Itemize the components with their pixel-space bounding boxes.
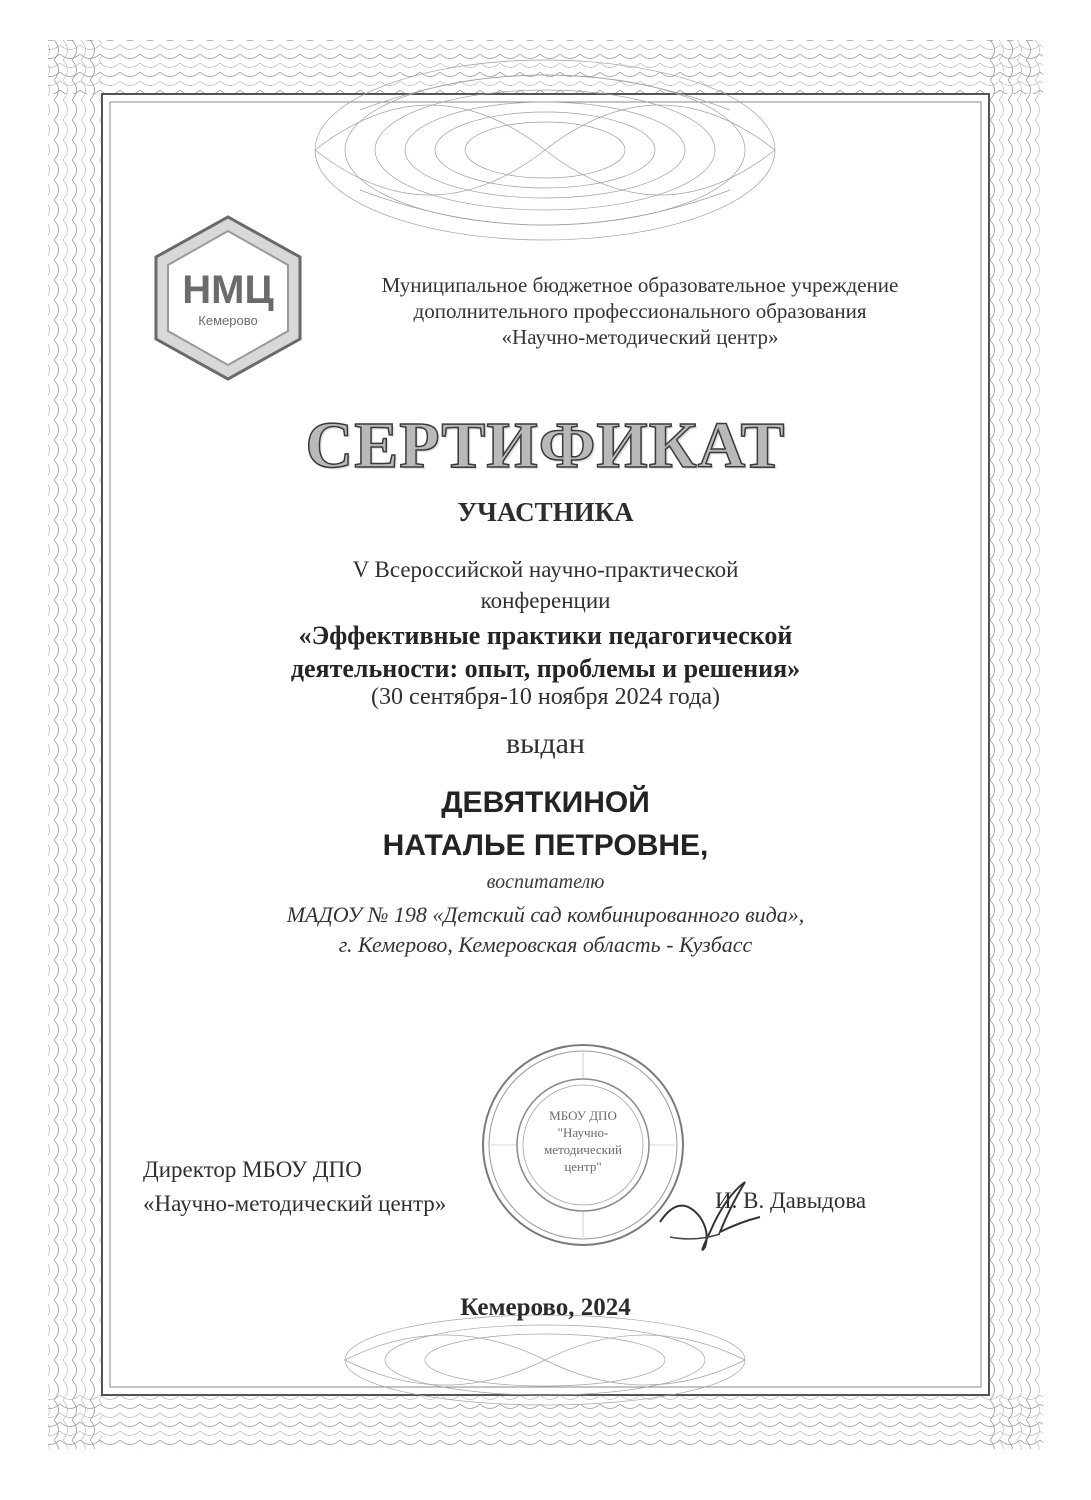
signer-title-line-2: «Научно-методический центр» [143,1191,447,1216]
signer-title [143,1153,446,1221]
logo-text: НМЦ [182,268,274,312]
logo-city: Кемерово [198,313,258,328]
org-line-2: дополнительного профессионального образования [413,299,867,323]
conference-name-line-1: «Эффективные практики педагогической [298,621,793,650]
city-year: Кемерово, 2024 [460,1294,631,1321]
conference-line-2: конференции [480,588,611,613]
recipient-name [0,781,1091,867]
workplace-line-1: МАДОУ № 198 «Детский сад комбинированного вида», [286,902,805,927]
organization-header [330,272,950,350]
conference-name [0,619,1091,685]
stamp-line-3: методический [544,1142,622,1157]
signer-name: И. В. Давыдова [715,1188,867,1213]
certificate-subtitle: УЧАСТНИКА [457,497,634,527]
workplace-line-2: г. Кемерово, Кемеровская область - Кузбасс [338,932,753,957]
recipient-position: воспитателю [486,871,605,893]
conference-line-1: V Всероссийской научно-практической [352,557,739,582]
recipient-given-name: НАТАЛЬЕ ПЕТРОВНЕ, [382,829,709,862]
stamp-line-4: центр" [564,1159,602,1174]
org-line-3: «Научно-методический центр» [501,325,779,349]
stamp-line-2: "Научно- [557,1125,609,1140]
certificate-title: СЕРТИФИКАТ [305,409,786,482]
stamp-line-1: МБОУ ДПО [549,1108,617,1123]
bottom-rosette-ornament [345,1315,745,1405]
conference-dates: (30 сентября-10 ноября 2024 года) [371,684,720,710]
conference-name-line-2: деятельности: опыт, проблемы и решения» [290,654,801,683]
issued-label: выдан [506,727,585,760]
recipient-surname: ДЕВЯТКИНОЙ [441,786,650,819]
signer-title-line-1: Директор МБОУ ДПО [143,1157,362,1182]
recipient-workplace [0,900,1091,960]
nmc-logo [148,213,308,383]
org-line-1: Муниципальное бюджетное образовательное учреждение [381,273,899,297]
